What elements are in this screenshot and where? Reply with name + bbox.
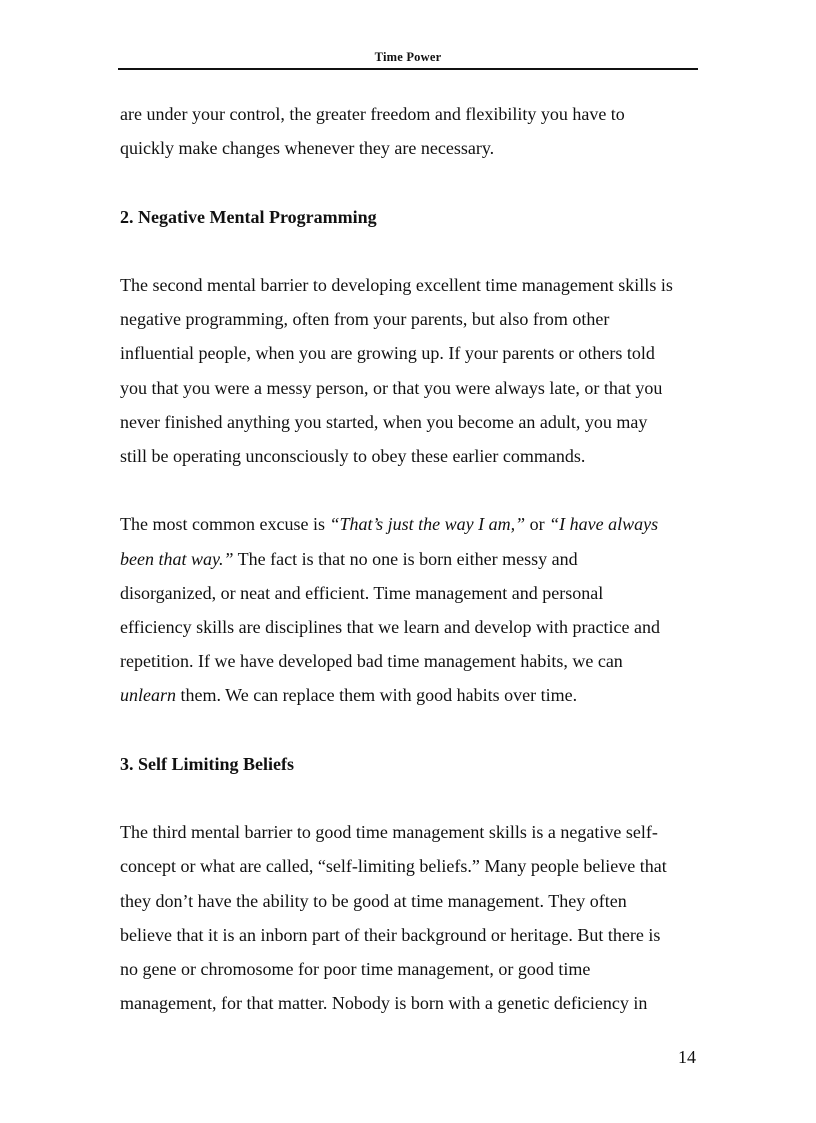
header-rule bbox=[118, 68, 698, 70]
text-line: influential people, when you are growing up. If your parents or others told bbox=[120, 343, 655, 364]
text-line: you that you were a messy person, or that you were always late, or that you bbox=[120, 377, 663, 398]
text-line: still be operating unconsciously to obey these earlier commands. bbox=[120, 446, 586, 466]
running-header-title: Time Power bbox=[374, 50, 442, 64]
paragraph-self-limiting-beliefs bbox=[120, 815, 700, 1020]
section-heading-negative-programming: 2. Negative Mental Programming bbox=[120, 206, 377, 227]
text-line: management, for that matter. Nobody is born with a genetic deficiency in bbox=[120, 993, 648, 1014]
quote-italic: “That’s just the way I am,” bbox=[329, 514, 526, 535]
text-line: efficiency skills are disciplines that we learn and develop with practice and bbox=[120, 617, 660, 637]
text-run: them. We can replace them with good habits over time. bbox=[176, 685, 578, 706]
text-line: disorganized, or neat and efficient. Time management and personal bbox=[120, 582, 604, 603]
text-run: The fact is that no one is born either messy and bbox=[233, 548, 578, 569]
paragraph-continued bbox=[120, 97, 700, 165]
text-line bbox=[120, 678, 700, 712]
text-run: The most common excuse is bbox=[120, 514, 330, 535]
text-line: The second mental barrier to developing excellent time management skills is bbox=[120, 274, 673, 295]
quote-italic: “I have always bbox=[549, 514, 659, 535]
text-line bbox=[120, 542, 700, 576]
text-line: negative programming, often from your parents, but also from other bbox=[120, 309, 610, 330]
paragraph-negative-programming bbox=[120, 268, 700, 473]
text-line: concept or what are called, “self-limiting beliefs.” Many people believe that bbox=[120, 856, 667, 877]
text-line bbox=[120, 507, 700, 541]
text-line: never finished anything you started, when you become an adult, you may bbox=[120, 411, 648, 432]
page-number: 14 bbox=[678, 1047, 696, 1067]
text-line: believe that it is an inborn part of their background or heritage. But there is bbox=[120, 924, 661, 945]
text-line: quickly make changes whenever they are necessary. bbox=[120, 138, 495, 159]
text-line: The third mental barrier to good time management skills is a negative self- bbox=[120, 822, 658, 843]
quote-italic: been that way.” bbox=[120, 548, 234, 569]
text-line: repetition. If we have developed bad time management habits, we can bbox=[120, 651, 623, 672]
paragraph-common-excuse bbox=[120, 507, 700, 712]
section-heading-self-limiting-beliefs: 3. Self Limiting Beliefs bbox=[120, 753, 294, 774]
text-run: or bbox=[525, 514, 550, 535]
emphasis-italic: unlearn bbox=[120, 685, 176, 706]
text-line: no gene or chromosome for poor time management, or good time bbox=[120, 959, 591, 979]
text-line: are under your control, the greater freedom and flexibility you have to bbox=[120, 104, 625, 124]
text-line: they don’t have the ability to be good at time management. They often bbox=[120, 890, 627, 911]
page-body bbox=[120, 97, 700, 1020]
